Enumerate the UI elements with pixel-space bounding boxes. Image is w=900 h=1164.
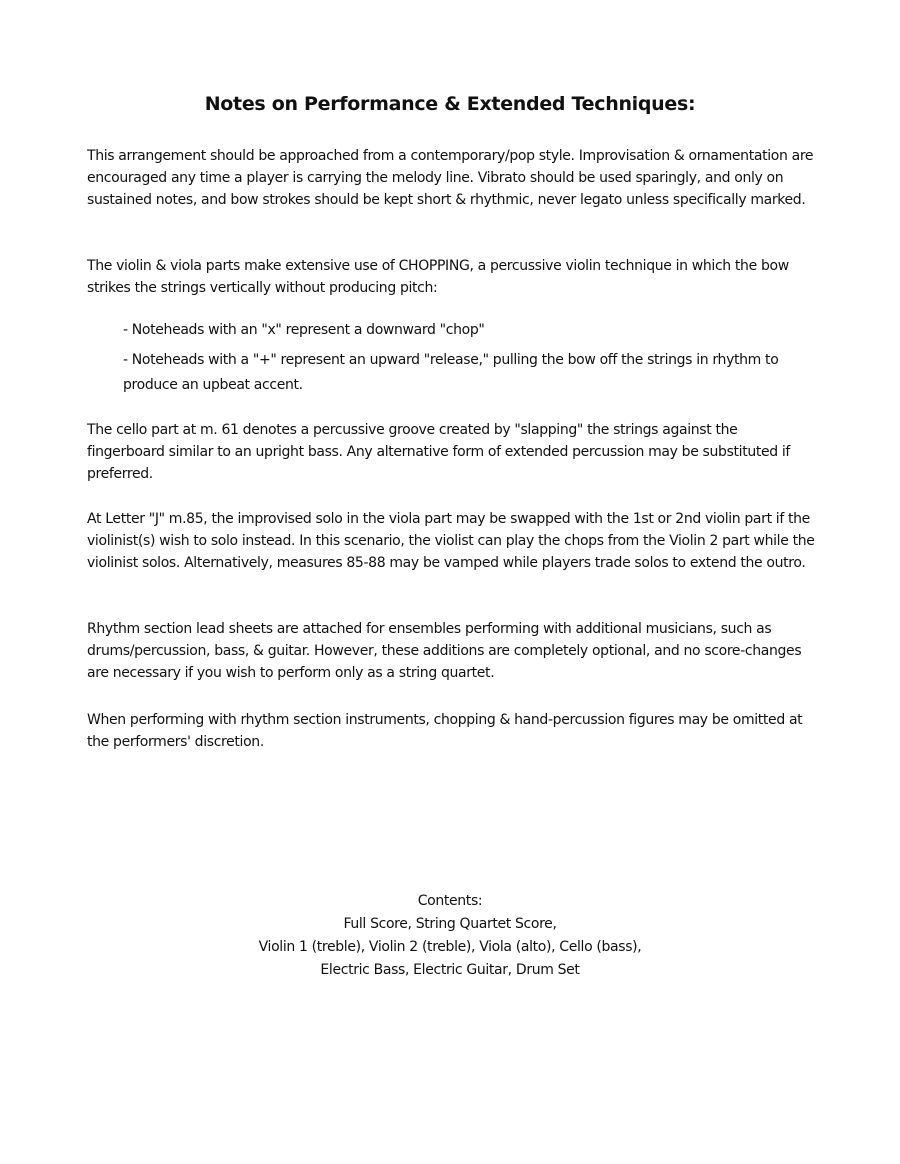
contents-block [0, 890, 900, 982]
paragraph-rhythm-section: Rhythm section lead sheets are attached for ensembles performing with additional musicians, such as drums/percussion, bass, & guitar. However, these additions are completely optional, and no score-changes are necessary if you wish to perform only as a string quartet. [87, 621, 802, 681]
bullet-chop: - Noteheads with an "x" represent a downward "chop" [123, 322, 485, 338]
contents-heading: Contents: [417, 893, 483, 909]
contents-line: Electric Bass, Electric Guitar, Drum Set [320, 962, 580, 978]
contents-line: Violin 1 (treble), Violin 2 (treble), Viola (alto), Cello (bass), [258, 939, 642, 955]
paragraph-cello: The cello part at m. 61 denotes a percussive groove created by "slapping" the strings against the fingerboard similar to an upright bass. Any alternative form of extended percussion may be substituted if preferred. [87, 422, 791, 482]
paragraph-chopping: The violin & viola parts make extensive use of CHOPPING, a percussive violin technique in which the bow strikes the strings vertically without producing pitch: [87, 258, 789, 296]
page-title: Notes on Performance & Extended Techniques: [204, 93, 696, 115]
bullet-release: - Noteheads with a "+" represent an upward "release," pulling the bow off the strings in rhythm to produce an upbeat accent. [123, 352, 779, 393]
paragraph-percussion: When performing with rhythm section instruments, chopping & hand-percussion figures may be omitted at the performers' discretion. [87, 712, 803, 750]
paragraph-solo: At Letter "J" m.85, the improvised solo in the viola part may be swapped with the 1st or 2nd violin part if the violinist(s) wish to solo instead. In this scenario, the violist can play the chops from the Violin 2 part while the violinist solos. Alternatively, measures 85-88 may be vamped while players trade solos to extend the outro. [87, 511, 815, 571]
contents-line: Full Score, String Quartet Score, [343, 916, 557, 932]
paragraph-style: This arrangement should be approached from a contemporary/pop style. Improvisation & ornamentation are encouraged any time a player is carrying the melody line. Vibrato should be used sparingly, and only on sustained notes, and bow strokes should be kept short & rhythmic, never legato unless specifically marked. [87, 148, 814, 208]
